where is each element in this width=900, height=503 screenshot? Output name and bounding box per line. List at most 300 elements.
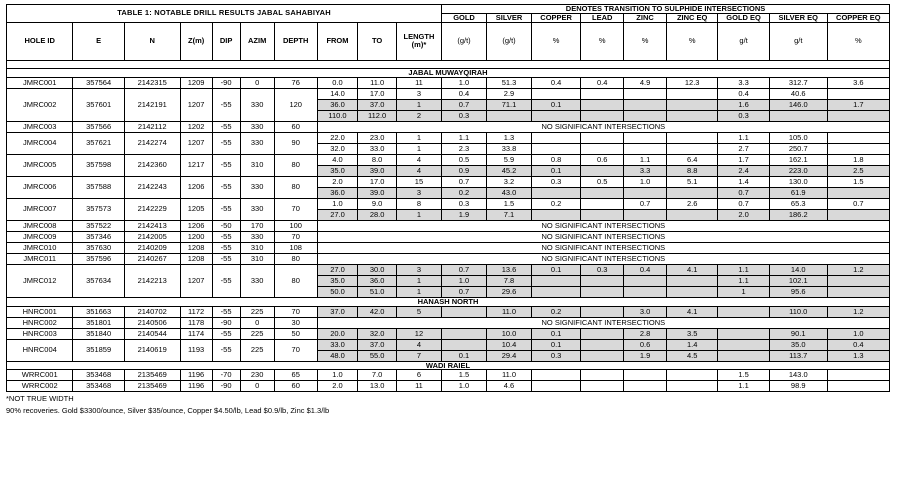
cell-hole-id: WRRC002 — [7, 381, 73, 392]
cell-silver: 11.0 — [487, 306, 532, 317]
cell-azimuth: 0 — [240, 317, 274, 328]
cell-length: 12 — [396, 328, 441, 339]
cell-copper-eq — [827, 209, 889, 220]
cell-zinc: 0.4 — [624, 264, 667, 275]
cell-northing: 2142191 — [124, 88, 180, 121]
cell-from: 110.0 — [317, 110, 358, 121]
cell-from: 27.0 — [317, 209, 358, 220]
cell-azimuth: 0 — [240, 381, 274, 392]
cell-zinc-eq — [666, 286, 717, 297]
cell-elevation: 1174 — [180, 328, 212, 339]
table-row — [7, 381, 890, 392]
cell-copper-eq: 2.5 — [827, 165, 889, 176]
cell-copper — [532, 88, 581, 99]
cell-to: 39.0 — [358, 187, 397, 198]
cell-length: 1 — [396, 275, 441, 286]
cell-dip: -55 — [212, 176, 240, 198]
cell-silver-eq: 61.9 — [769, 187, 827, 198]
cell-lead — [581, 306, 624, 317]
table-row — [7, 242, 890, 253]
table-row — [7, 88, 890, 99]
cell-azimuth: 330 — [240, 231, 274, 242]
table-row — [7, 306, 890, 317]
region-row — [7, 361, 890, 370]
cell-easting: 357522 — [73, 220, 124, 231]
cell-lead — [581, 339, 624, 350]
footnote-1: *NOT TRUE WIDTH — [6, 394, 74, 404]
cell-copper-eq: 1.3 — [827, 350, 889, 361]
cell-silver-eq: 162.1 — [769, 154, 827, 165]
cell-easting: 357566 — [73, 121, 124, 132]
cell-zinc: 0.7 — [624, 198, 667, 209]
cell-gold: 1.1 — [442, 132, 487, 143]
cell-length: 7 — [396, 350, 441, 361]
cell-gold-eq: 0.4 — [718, 88, 769, 99]
cell-elevation: 1207 — [180, 264, 212, 297]
cell-gold: 1.9 — [442, 209, 487, 220]
cell-silver: 11.0 — [487, 370, 532, 381]
cell-lead — [581, 209, 624, 220]
cell-hole-id: HNRC004 — [7, 339, 73, 361]
cell-copper — [532, 187, 581, 198]
cell-to: 55.0 — [358, 350, 397, 361]
cell-silver-eq — [769, 110, 827, 121]
cell-northing: 2142274 — [124, 132, 180, 154]
cell-northing: 2142243 — [124, 176, 180, 198]
cell-elevation: 1209 — [180, 77, 212, 88]
cell-length: 1 — [396, 99, 441, 110]
cell-zinc-eq: 2.6 — [666, 198, 717, 209]
cell-from: 2.0 — [317, 381, 358, 392]
cell-hole-id: JMRC009 — [7, 231, 73, 242]
cell-lead: 0.3 — [581, 264, 624, 275]
cell-dip: -55 — [212, 306, 240, 317]
cell-to: 37.0 — [358, 339, 397, 350]
cell-copper: 0.2 — [532, 306, 581, 317]
cell-northing: 2140544 — [124, 328, 180, 339]
cell-hole-id: HNRC003 — [7, 328, 73, 339]
cell-easting: 357596 — [73, 253, 124, 264]
header-zinc: ZINC — [624, 13, 667, 22]
cell-zinc: 0.6 — [624, 339, 667, 350]
cell-zinc — [624, 88, 667, 99]
cell-azimuth: 230 — [240, 370, 274, 381]
region-label: HANASH NORTH — [7, 297, 890, 306]
header-zinc-eq: ZINC EQ — [666, 13, 717, 22]
col-to: TO — [358, 22, 397, 60]
cell-length: 1 — [396, 132, 441, 143]
cell-dip: -55 — [212, 121, 240, 132]
cell-gold-eq — [718, 339, 769, 350]
cell-dip: -55 — [212, 339, 240, 361]
cell-silver-eq: 146.0 — [769, 99, 827, 110]
cell-dip: -70 — [212, 370, 240, 381]
cell-from: 37.0 — [317, 306, 358, 317]
cell-copper: 0.1 — [532, 328, 581, 339]
cell-silver-eq: 186.2 — [769, 209, 827, 220]
cell-zinc-eq: 6.4 — [666, 154, 717, 165]
cell-to: 8.0 — [358, 154, 397, 165]
cell-length: 4 — [396, 165, 441, 176]
cell-easting: 353468 — [73, 381, 124, 392]
cell-lead — [581, 275, 624, 286]
cell-elevation: 1208 — [180, 242, 212, 253]
header-lead: LEAD — [581, 13, 624, 22]
cell-depth: 80 — [274, 154, 317, 176]
cell-lead — [581, 286, 624, 297]
cell-silver: 45.2 — [487, 165, 532, 176]
cell-hole-id: JMRC001 — [7, 77, 73, 88]
cell-dip: -90 — [212, 317, 240, 328]
cell-zinc-eq: 4.1 — [666, 264, 717, 275]
no-significant-intersections: NO SIGNIFICANT INTERSECTIONS — [317, 317, 889, 328]
cell-silver: 2.9 — [487, 88, 532, 99]
cell-northing: 2140506 — [124, 317, 180, 328]
cell-lead — [581, 88, 624, 99]
cell-copper-eq: 0.4 — [827, 339, 889, 350]
cell-zinc — [624, 381, 667, 392]
cell-silver-eq: 113.7 — [769, 350, 827, 361]
cell-hole-id: HNRC001 — [7, 306, 73, 317]
cell-zinc-eq: 4.5 — [666, 350, 717, 361]
cell-silver-eq: 102.1 — [769, 275, 827, 286]
cell-lead — [581, 370, 624, 381]
cell-gold: 0.2 — [442, 187, 487, 198]
cell-to: 11.0 — [358, 77, 397, 88]
cell-to: 7.0 — [358, 370, 397, 381]
cell-easting: 351801 — [73, 317, 124, 328]
cell-zinc-eq — [666, 275, 717, 286]
cell-from: 20.0 — [317, 328, 358, 339]
cell-gold: 0.1 — [442, 350, 487, 361]
cell-zinc-eq: 12.3 — [666, 77, 717, 88]
cell-from: 48.0 — [317, 350, 358, 361]
no-significant-intersections: NO SIGNIFICANT INTERSECTIONS — [317, 242, 889, 253]
cell-silver: 43.0 — [487, 187, 532, 198]
cell-gold — [442, 328, 487, 339]
cell-copper-eq — [827, 143, 889, 154]
cell-dip: -55 — [212, 154, 240, 176]
cell-zinc-eq: 4.1 — [666, 306, 717, 317]
cell-elevation: 1205 — [180, 198, 212, 220]
cell-to: 36.0 — [358, 275, 397, 286]
cell-northing: 2142413 — [124, 220, 180, 231]
cell-gold: 0.7 — [442, 99, 487, 110]
cell-zinc — [624, 99, 667, 110]
cell-silver-eq: 250.7 — [769, 143, 827, 154]
cell-copper — [532, 286, 581, 297]
cell-silver-eq: 98.9 — [769, 381, 827, 392]
cell-azimuth: 330 — [240, 264, 274, 297]
cell-hole-id: HNRC002 — [7, 317, 73, 328]
cell-gold-eq: 0.3 — [718, 110, 769, 121]
cell-silver: 7.8 — [487, 275, 532, 286]
cell-gold-eq: 1.5 — [718, 370, 769, 381]
cell-azimuth: 310 — [240, 154, 274, 176]
cell-hole-id: JMRC005 — [7, 154, 73, 176]
table-header-row-3 — [7, 22, 890, 60]
cell-to: 32.0 — [358, 328, 397, 339]
cell-copper-eq: 1.8 — [827, 154, 889, 165]
cell-zinc-eq — [666, 209, 717, 220]
table-row — [7, 231, 890, 242]
transition-note: DENOTES TRANSITION TO SULPHIDE INTERSECTIONS — [442, 5, 890, 14]
cell-gold-eq: 1.4 — [718, 176, 769, 187]
footnote-2: 90% recoveries. Gold $3300/ounce, Silver $35/ounce, Copper $4.50/lb, Lead $0.9/lb, Zinc $1.3/lb — [6, 405, 330, 415]
cell-depth: 65 — [274, 370, 317, 381]
cell-depth: 80 — [274, 176, 317, 198]
unit-lead: % — [581, 22, 624, 60]
cell-silver: 33.8 — [487, 143, 532, 154]
cell-copper-eq — [827, 88, 889, 99]
cell-northing: 2142229 — [124, 198, 180, 220]
cell-silver: 4.6 — [487, 381, 532, 392]
cell-easting: 357634 — [73, 264, 124, 297]
cell-length: 3 — [396, 187, 441, 198]
cell-zinc — [624, 275, 667, 286]
cell-depth: 100 — [274, 220, 317, 231]
cell-copper: 0.1 — [532, 99, 581, 110]
table-row — [7, 328, 890, 339]
cell-zinc — [624, 110, 667, 121]
cell-gold: 0.3 — [442, 110, 487, 121]
cell-azimuth: 225 — [240, 306, 274, 317]
cell-copper-eq: 0.7 — [827, 198, 889, 209]
cell-depth: 80 — [274, 264, 317, 297]
cell-elevation: 1202 — [180, 121, 212, 132]
cell-copper — [532, 370, 581, 381]
region-row — [7, 297, 890, 306]
cell-azimuth: 330 — [240, 176, 274, 198]
cell-dip: -55 — [212, 264, 240, 297]
unit-silver-eq: g/t — [769, 22, 827, 60]
table-row — [7, 132, 890, 143]
unit-silver: (g/t) — [487, 22, 532, 60]
cell-depth: 76 — [274, 77, 317, 88]
cell-easting: 351663 — [73, 306, 124, 317]
cell-easting: 357573 — [73, 198, 124, 220]
cell-lead: 0.4 — [581, 77, 624, 88]
cell-silver: 71.1 — [487, 99, 532, 110]
cell-depth: 90 — [274, 132, 317, 154]
cell-elevation: 1207 — [180, 132, 212, 154]
cell-copper-eq — [827, 370, 889, 381]
cell-silver: 29.6 — [487, 286, 532, 297]
cell-gold-eq: 3.3 — [718, 77, 769, 88]
cell-easting: 357601 — [73, 88, 124, 121]
cell-zinc: 4.9 — [624, 77, 667, 88]
cell-azimuth: 310 — [240, 253, 274, 264]
cell-zinc: 2.8 — [624, 328, 667, 339]
col-length: LENGTH (m)* — [396, 22, 441, 60]
cell-azimuth: 330 — [240, 88, 274, 121]
cell-easting: 357630 — [73, 242, 124, 253]
cell-length: 6 — [396, 370, 441, 381]
cell-gold: 0.3 — [442, 198, 487, 209]
cell-hole-id: JMRC010 — [7, 242, 73, 253]
cell-hole-id: JMRC003 — [7, 121, 73, 132]
cell-depth: 60 — [274, 121, 317, 132]
cell-copper: 0.3 — [532, 350, 581, 361]
cell-silver: 5.9 — [487, 154, 532, 165]
cell-elevation: 1193 — [180, 339, 212, 361]
cell-to: 51.0 — [358, 286, 397, 297]
cell-elevation: 1206 — [180, 220, 212, 231]
no-significant-intersections: NO SIGNIFICANT INTERSECTIONS — [317, 253, 889, 264]
cell-dip: -55 — [212, 132, 240, 154]
header-silver-eq: SILVER EQ — [769, 13, 827, 22]
cell-length: 1 — [396, 209, 441, 220]
cell-gold: 1.0 — [442, 275, 487, 286]
cell-gold-eq: 1.1 — [718, 275, 769, 286]
cell-from: 1.0 — [317, 370, 358, 381]
cell-gold-eq: 2.0 — [718, 209, 769, 220]
cell-silver: 1.3 — [487, 132, 532, 143]
cell-to: 39.0 — [358, 165, 397, 176]
cell-gold — [442, 339, 487, 350]
cell-gold-eq — [718, 328, 769, 339]
cell-dip: -55 — [212, 88, 240, 121]
cell-northing: 2135469 — [124, 370, 180, 381]
cell-easting: 351840 — [73, 328, 124, 339]
unit-zinc-eq: % — [666, 22, 717, 60]
cell-zinc-eq: 8.8 — [666, 165, 717, 176]
cell-gold-eq — [718, 306, 769, 317]
col-from: FROM — [317, 22, 358, 60]
cell-lead — [581, 328, 624, 339]
col-elevation: Z(m) — [180, 22, 212, 60]
cell-silver-eq: 65.3 — [769, 198, 827, 209]
unit-gold: (g/t) — [442, 22, 487, 60]
cell-hole-id: JMRC006 — [7, 176, 73, 198]
cell-elevation: 1196 — [180, 381, 212, 392]
cell-gold-eq: 0.7 — [718, 198, 769, 209]
col-azim: AZIM — [240, 22, 274, 60]
cell-depth: 70 — [274, 231, 317, 242]
cell-gold — [442, 306, 487, 317]
cell-hole-id: JMRC012 — [7, 264, 73, 297]
cell-copper: 0.1 — [532, 339, 581, 350]
cell-gold-eq: 1.7 — [718, 154, 769, 165]
region-row — [7, 68, 890, 77]
cell-northing: 2142315 — [124, 77, 180, 88]
cell-zinc: 1.1 — [624, 154, 667, 165]
cell-dip: -90 — [212, 77, 240, 88]
table-row — [7, 220, 890, 231]
cell-to: 9.0 — [358, 198, 397, 209]
cell-elevation: 1196 — [180, 370, 212, 381]
cell-copper-eq: 3.6 — [827, 77, 889, 88]
cell-copper-eq — [827, 381, 889, 392]
cell-dip: -50 — [212, 220, 240, 231]
cell-dip: -90 — [212, 381, 240, 392]
table-row — [7, 264, 890, 275]
cell-length: 8 — [396, 198, 441, 209]
cell-gold: 0.7 — [442, 286, 487, 297]
cell-zinc-eq: 5.1 — [666, 176, 717, 187]
header-copper-eq: COPPER EQ — [827, 13, 889, 22]
cell-lead — [581, 381, 624, 392]
col-dip: DIP — [212, 22, 240, 60]
cell-to: 37.0 — [358, 99, 397, 110]
cell-lead — [581, 187, 624, 198]
cell-azimuth: 330 — [240, 132, 274, 154]
cell-to: 33.0 — [358, 143, 397, 154]
region-label: JABAL MUWAYQIRAH — [7, 68, 890, 77]
cell-copper-eq — [827, 110, 889, 121]
cell-hole-id: JMRC007 — [7, 198, 73, 220]
cell-zinc-eq — [666, 110, 717, 121]
table-title: TABLE 1: NOTABLE DRILL RESULTS JABAL SAHABIYAH — [7, 5, 442, 23]
cell-zinc — [624, 132, 667, 143]
cell-elevation: 1217 — [180, 154, 212, 176]
cell-zinc: 1.9 — [624, 350, 667, 361]
cell-azimuth: 225 — [240, 328, 274, 339]
cell-silver-eq: 40.6 — [769, 88, 827, 99]
table-row — [7, 77, 890, 88]
cell-northing: 2142213 — [124, 264, 180, 297]
drill-results-table — [6, 4, 890, 392]
cell-northing: 2135469 — [124, 381, 180, 392]
cell-silver-eq: 130.0 — [769, 176, 827, 187]
cell-elevation: 1207 — [180, 88, 212, 121]
cell-lead — [581, 99, 624, 110]
cell-length: 11 — [396, 77, 441, 88]
cell-lead: 0.5 — [581, 176, 624, 187]
table-row — [7, 121, 890, 132]
cell-zinc-eq — [666, 381, 717, 392]
cell-length: 11 — [396, 381, 441, 392]
cell-azimuth: 170 — [240, 220, 274, 231]
cell-zinc — [624, 286, 667, 297]
cell-silver-eq: 110.0 — [769, 306, 827, 317]
cell-depth: 30 — [274, 317, 317, 328]
cell-silver: 29.4 — [487, 350, 532, 361]
cell-easting: 357346 — [73, 231, 124, 242]
cell-copper-eq — [827, 286, 889, 297]
cell-silver: 3.2 — [487, 176, 532, 187]
cell-elevation: 1206 — [180, 176, 212, 198]
cell-gold-eq: 1.6 — [718, 99, 769, 110]
col-easting: E — [73, 22, 124, 60]
cell-silver-eq: 90.1 — [769, 328, 827, 339]
cell-from: 36.0 — [317, 99, 358, 110]
cell-northing: 2142005 — [124, 231, 180, 242]
cell-zinc-eq — [666, 132, 717, 143]
cell-depth: 70 — [274, 306, 317, 317]
cell-copper: 0.2 — [532, 198, 581, 209]
col-northing: N — [124, 22, 180, 60]
cell-lead — [581, 110, 624, 121]
cell-gold-eq: 1 — [718, 286, 769, 297]
cell-dip: -55 — [212, 231, 240, 242]
cell-length: 15 — [396, 176, 441, 187]
header-gold: GOLD — [442, 13, 487, 22]
cell-silver-eq: 143.0 — [769, 370, 827, 381]
cell-gold: 1.0 — [442, 77, 487, 88]
cell-zinc-eq — [666, 370, 717, 381]
cell-depth: 60 — [274, 381, 317, 392]
cell-hole-id: JMRC004 — [7, 132, 73, 154]
cell-depth: 50 — [274, 328, 317, 339]
cell-to: 42.0 — [358, 306, 397, 317]
cell-silver: 10.0 — [487, 328, 532, 339]
cell-azimuth: 330 — [240, 121, 274, 132]
cell-zinc: 3.0 — [624, 306, 667, 317]
unit-copper-eq: % — [827, 22, 889, 60]
cell-to: 13.0 — [358, 381, 397, 392]
cell-silver-eq: 223.0 — [769, 165, 827, 176]
